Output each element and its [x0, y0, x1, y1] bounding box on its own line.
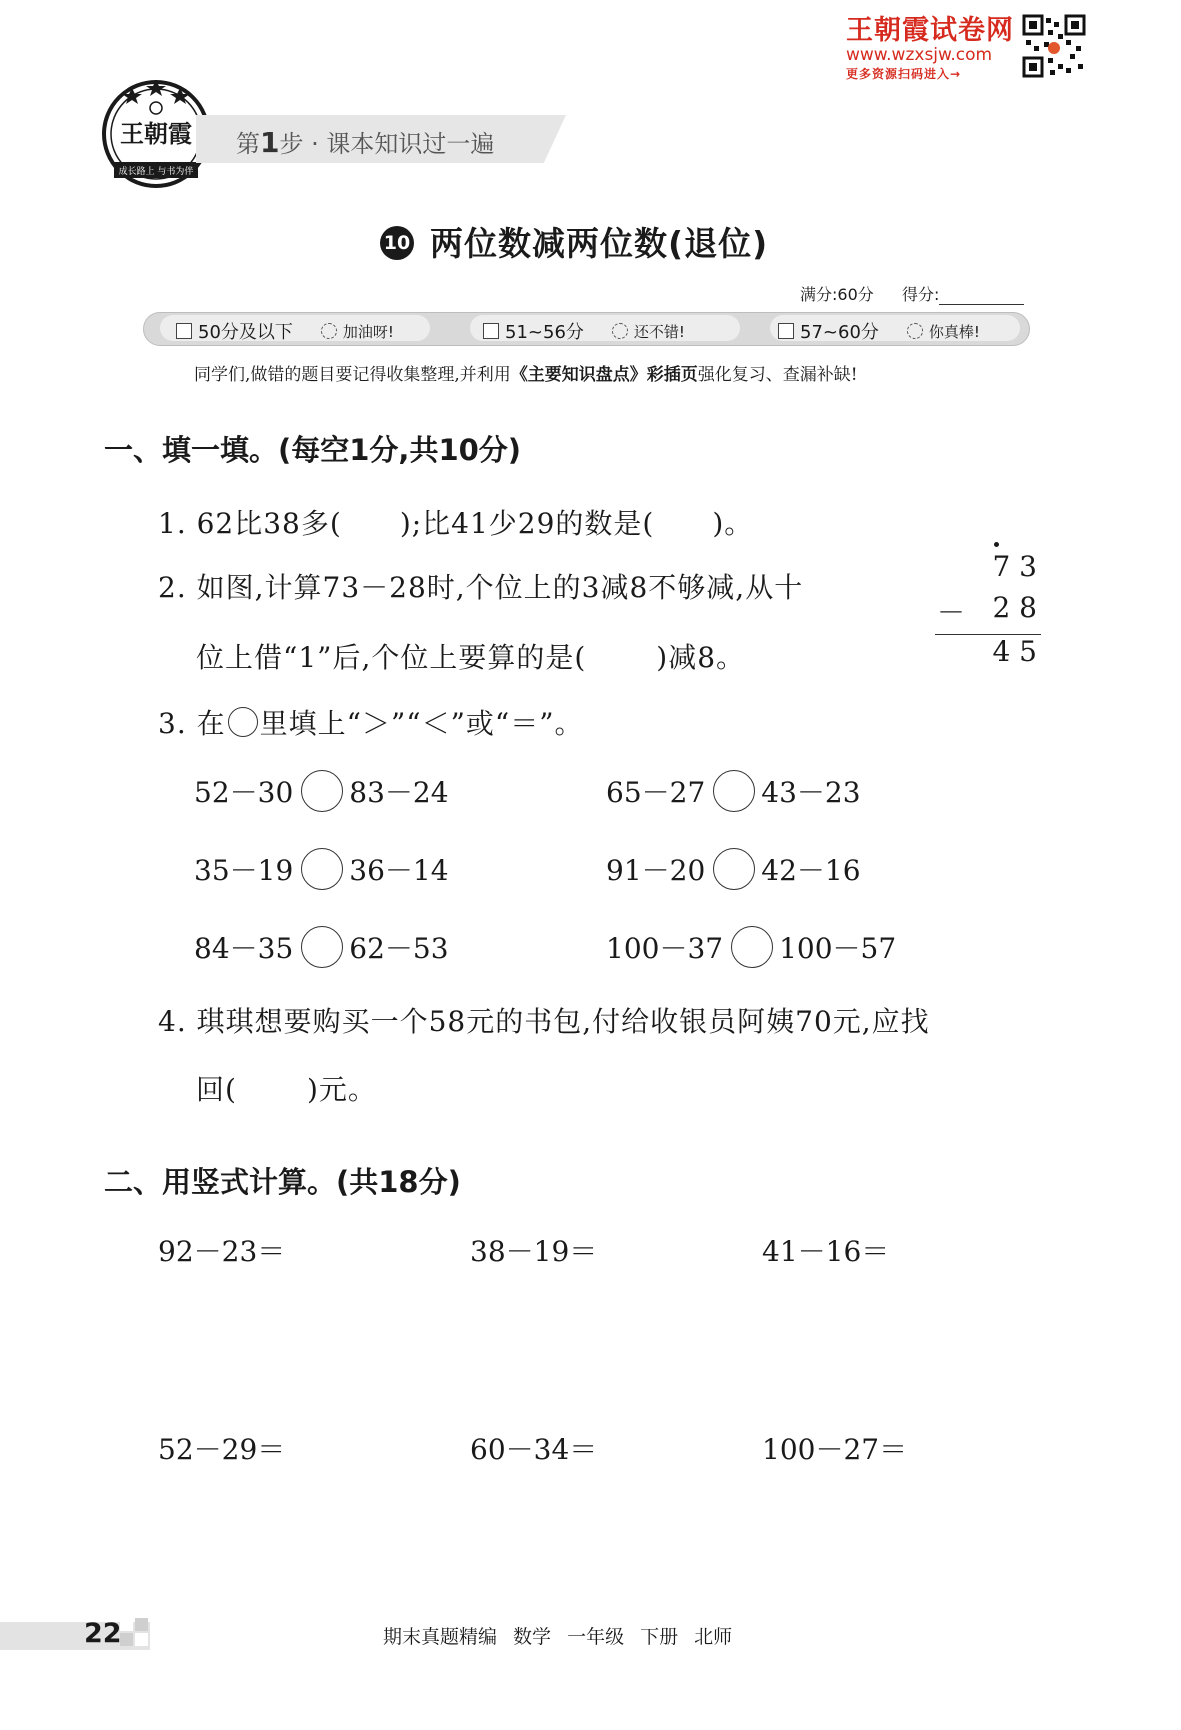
qr-code-icon[interactable]: [1022, 14, 1086, 78]
borrow-dot: [994, 542, 999, 547]
brand-name: 王朝霞试卷网: [846, 15, 1014, 46]
q2-part-a: 位上借“1”后,个位上要算的是(: [196, 641, 587, 674]
rating-note-2: 还不错!: [633, 322, 685, 341]
footer-text: 期末真题精编 数学 一年级 下册 北师: [383, 1626, 733, 1648]
wangzhaoxia-logo-seal: [100, 78, 212, 190]
page-title: 两位数减两位数(退位): [430, 224, 769, 263]
q3-part-b: 里填上“＞”“＜”或“＝”。: [259, 707, 584, 740]
star-face-icon: [907, 323, 923, 339]
tip-part-3: 强化复习、查漏补缺!: [697, 365, 858, 385]
q4-part-a: 回(: [196, 1073, 237, 1106]
step-label: [236, 124, 494, 159]
comparison-circle[interactable]: [301, 848, 343, 890]
circle-symbol-icon: [228, 707, 258, 737]
comparison-left: 100－37: [606, 932, 724, 965]
svg-text:成长路上 与书为伴: 成长路上 与书为伴: [118, 167, 194, 177]
calc-problem-2: 38－19＝: [470, 1235, 598, 1268]
vertical-minus: －: [937, 596, 966, 629]
comparison-right: 43－23: [761, 776, 861, 809]
got-score-label: 得分:: [901, 285, 940, 304]
comparison-circle[interactable]: [713, 848, 755, 890]
comparison-left: 35－19: [194, 854, 294, 887]
brand-url[interactable]: www.wzxsjw.com: [846, 45, 993, 65]
brand-more-text: 更多资源扫码进入→: [846, 67, 962, 81]
rating-checkbox-1[interactable]: [176, 323, 192, 339]
step-prefix: 第: [236, 130, 260, 158]
question-1: [158, 502, 753, 542]
comparison-left: 84－35: [194, 932, 294, 965]
rating-checkbox-2[interactable]: [483, 323, 499, 339]
study-tip: [194, 360, 858, 385]
rating-checkbox-3[interactable]: [778, 323, 794, 339]
calc-problem-1: 92－23＝: [158, 1235, 286, 1268]
q4-part-b: )元。: [306, 1073, 377, 1106]
rating-range-1: 50分及以下: [198, 322, 293, 343]
comparison-1: [194, 770, 449, 812]
rating-range-2: 51~56分: [505, 322, 584, 343]
comparison-circle[interactable]: [301, 770, 343, 812]
q1-part-a: 1. 62比38多(: [158, 507, 342, 540]
comparison-6: [606, 926, 896, 968]
vertical-mid: 2 8: [992, 591, 1037, 624]
question-4-line-2: [196, 1068, 377, 1108]
comparison-right: 62－53: [349, 932, 449, 965]
vertical-result: 4 5: [992, 635, 1037, 668]
rating-item-3: [778, 318, 980, 344]
rating-item-1: [176, 318, 394, 344]
score-line: [800, 282, 1024, 305]
calc-problem-5: 60－34＝: [470, 1433, 598, 1466]
comparison-right: 83－24: [349, 776, 449, 809]
comparison-circle[interactable]: [301, 926, 343, 968]
smile-face-icon: [612, 323, 628, 339]
q1-part-c: )。: [712, 507, 754, 540]
calc-problem-6: 100－27＝: [762, 1433, 908, 1466]
q3-part-a: 3. 在: [158, 707, 226, 740]
rating-note-3: 你真棒!: [928, 322, 980, 341]
calc-problem-4: 52－29＝: [158, 1433, 286, 1466]
question-2-line-2: [196, 636, 745, 676]
svg-text:王朝霞: 王朝霞: [120, 119, 192, 148]
vertical-top: 7 3: [992, 550, 1037, 583]
comparison-left: 91－20: [606, 854, 706, 887]
question-2-line-1: 2. 如图,计算73－28时,个位上的3减8不够减,从十: [158, 571, 804, 604]
comparison-5: [194, 926, 449, 968]
rating-item-2: [483, 318, 685, 344]
lesson-number-badge: 10: [380, 226, 414, 260]
question-3: [158, 702, 584, 742]
tip-part-1: 同学们,做错的题目要记得收集整理,并利用: [194, 365, 511, 385]
question-4-line-1: 4. 琪琪想要购买一个58元的书包,付给收银员阿姨70元,应找: [158, 1005, 930, 1038]
q1-part-b: );比41少29的数是(: [399, 507, 655, 540]
vertical-subtraction-figure: [935, 550, 1045, 676]
tip-part-2: 《主要知识盘点》彩插页: [510, 365, 698, 385]
comparison-4: [606, 848, 861, 890]
calc-problem-3: 41－16＝: [762, 1235, 890, 1268]
comparison-2: [606, 770, 861, 812]
footer-squares-icon: [120, 1618, 150, 1648]
cheer-face-icon: [321, 323, 337, 339]
comparison-left: 65－27: [606, 776, 706, 809]
step-number: 1: [260, 126, 280, 159]
comparison-left: 52－30: [194, 776, 294, 809]
comparison-right: 100－57: [779, 932, 897, 965]
comparison-circle[interactable]: [713, 770, 755, 812]
step-rest: 步 · 课本知识过一遍: [279, 130, 495, 158]
q2-part-b: )减8。: [656, 641, 746, 674]
page-number: 22: [84, 1618, 122, 1649]
rating-note-1: 加油呀!: [342, 322, 394, 341]
rating-range-3: 57~60分: [800, 322, 879, 343]
section2-heading: 二、用竖式计算。(共18分): [104, 1165, 461, 1199]
section1-heading: 一、填一填。(每空1分,共10分): [104, 433, 522, 467]
score-blank[interactable]: [939, 288, 1024, 305]
comparison-circle[interactable]: [731, 926, 773, 968]
comparison-3: [194, 848, 449, 890]
comparison-right: 36－14: [349, 854, 449, 887]
comparison-right: 42－16: [761, 854, 861, 887]
full-score: 满分:60分: [800, 285, 874, 304]
